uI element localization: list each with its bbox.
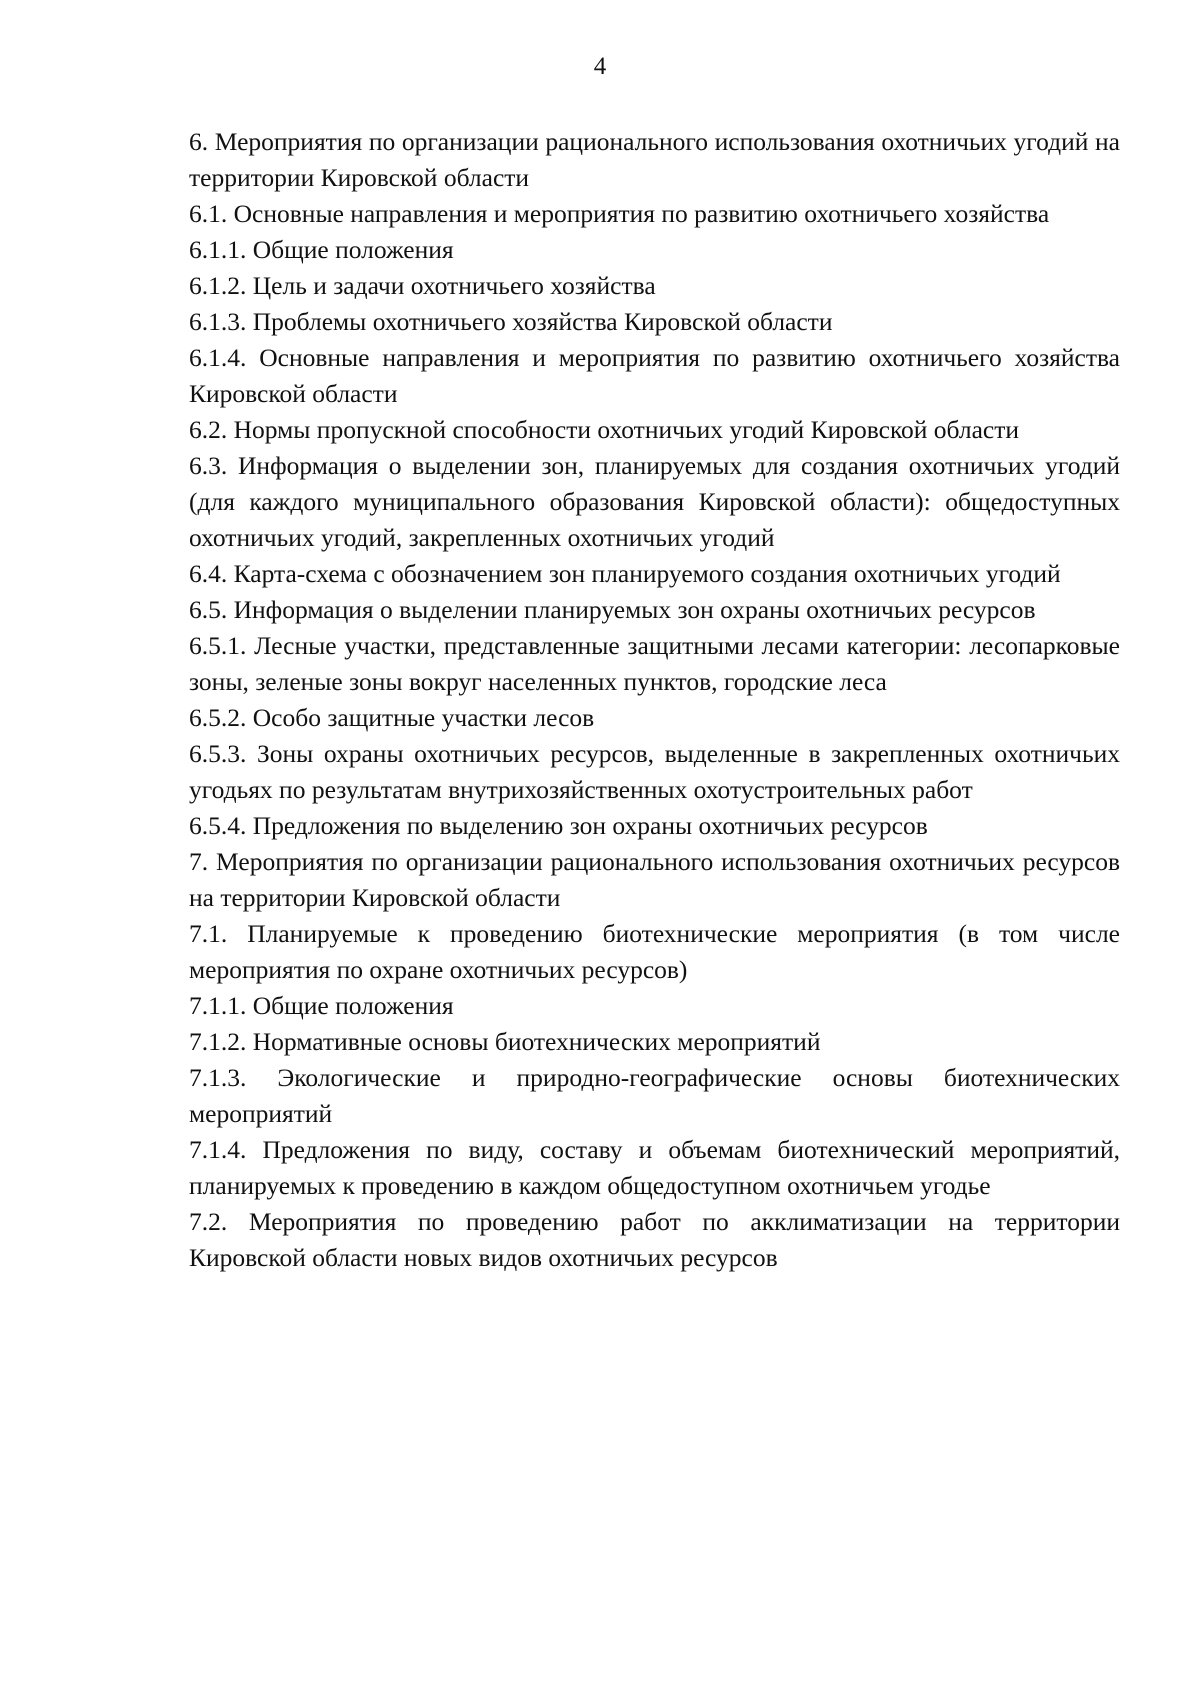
toc-entry-7: 7. Мероприятия по организации рационального использования охотничьих ресурсов на территории Кировской области [189, 847, 1120, 912]
toc-entry-6-5-2: 6.5.2. Особо защитные участки лесов [189, 703, 595, 732]
toc-entry-6-2: 6.2. Нормы пропускной способности охотничьих угодий Кировской области [189, 415, 1020, 444]
toc-entry-6-5: 6.5. Информация о выделении планируемых зон охраны охотничьих ресурсов [189, 595, 1036, 624]
toc-entry-6-1-1: 6.1.1. Общие положения [189, 235, 454, 264]
toc-entry-6-5-3: 6.5.3. Зоны охраны охотничьих ресурсов, выделенные в закрепленных охотничьих угодьях по результатам внутрихозяйственных охотустроительных работ [189, 739, 1120, 804]
toc-entry-6-4: 6.4. Карта-схема с обозначением зон планируемого создания охотничьих угодий [189, 559, 1061, 588]
toc-entry-6-1-3: 6.1.3. Проблемы охотничьего хозяйства Кировской области [189, 307, 833, 336]
toc-entry-7-1: 7.1. Планируемые к проведению биотехнические мероприятия (в том числе мероприятия по охране охотничьих ресурсов) [189, 919, 1120, 984]
toc-entry-7-1-3: 7.1.3. Экологические и природно-географические основы биотехнических мероприятий [189, 1063, 1120, 1128]
toc-entry-6-1-4: 6.1.4. Основные направления и мероприятия по развитию охотничьего хозяйства Кировской области [189, 343, 1120, 408]
page-number: 4 [593, 53, 607, 80]
toc-entry-6-1: 6.1. Основные направления и мероприятия по развитию охотничьего хозяйства [189, 199, 1050, 228]
toc-entry-6-1-2: 6.1.2. Цель и задачи охотничьего хозяйства [189, 271, 656, 300]
toc-entry-6-5-4: 6.5.4. Предложения по выделению зон охраны охотничьих ресурсов [189, 811, 928, 840]
toc-entry-7-1-1: 7.1.1. Общие положения [189, 991, 454, 1020]
toc-entry-6-5-1: 6.5.1. Лесные участки, представленные защитными лесами категории: лесопарковые зоны, зеленые зоны вокруг населенных пунктов, городские леса [189, 631, 1120, 696]
toc-entry-7-1-2: 7.1.2. Нормативные основы биотехнических мероприятий [189, 1027, 821, 1056]
toc-entry-7-1-4: 7.1.4. Предложения по виду, составу и объемам биотехнический мероприятий, планируемых к проведению в каждом общедоступном охотничьем угодье [189, 1135, 1120, 1200]
toc-entry-6: 6. Мероприятия по организации рационального использования охотничьих угодий на территории Кировской области [189, 127, 1120, 192]
table-of-contents [189, 124, 1120, 1276]
toc-entry-6-3: 6.3. Информация о выделении зон, планируемых для создания охотничьих угодий (для каждого муниципального образования Кировской области): общедоступных охотничьих угодий, закрепленных охотничьих угодий [189, 451, 1120, 552]
toc-entry-7-2: 7.2. Мероприятия по проведению работ по акклиматизации на территории Кировской области новых видов охотничьих ресурсов [189, 1207, 1120, 1272]
